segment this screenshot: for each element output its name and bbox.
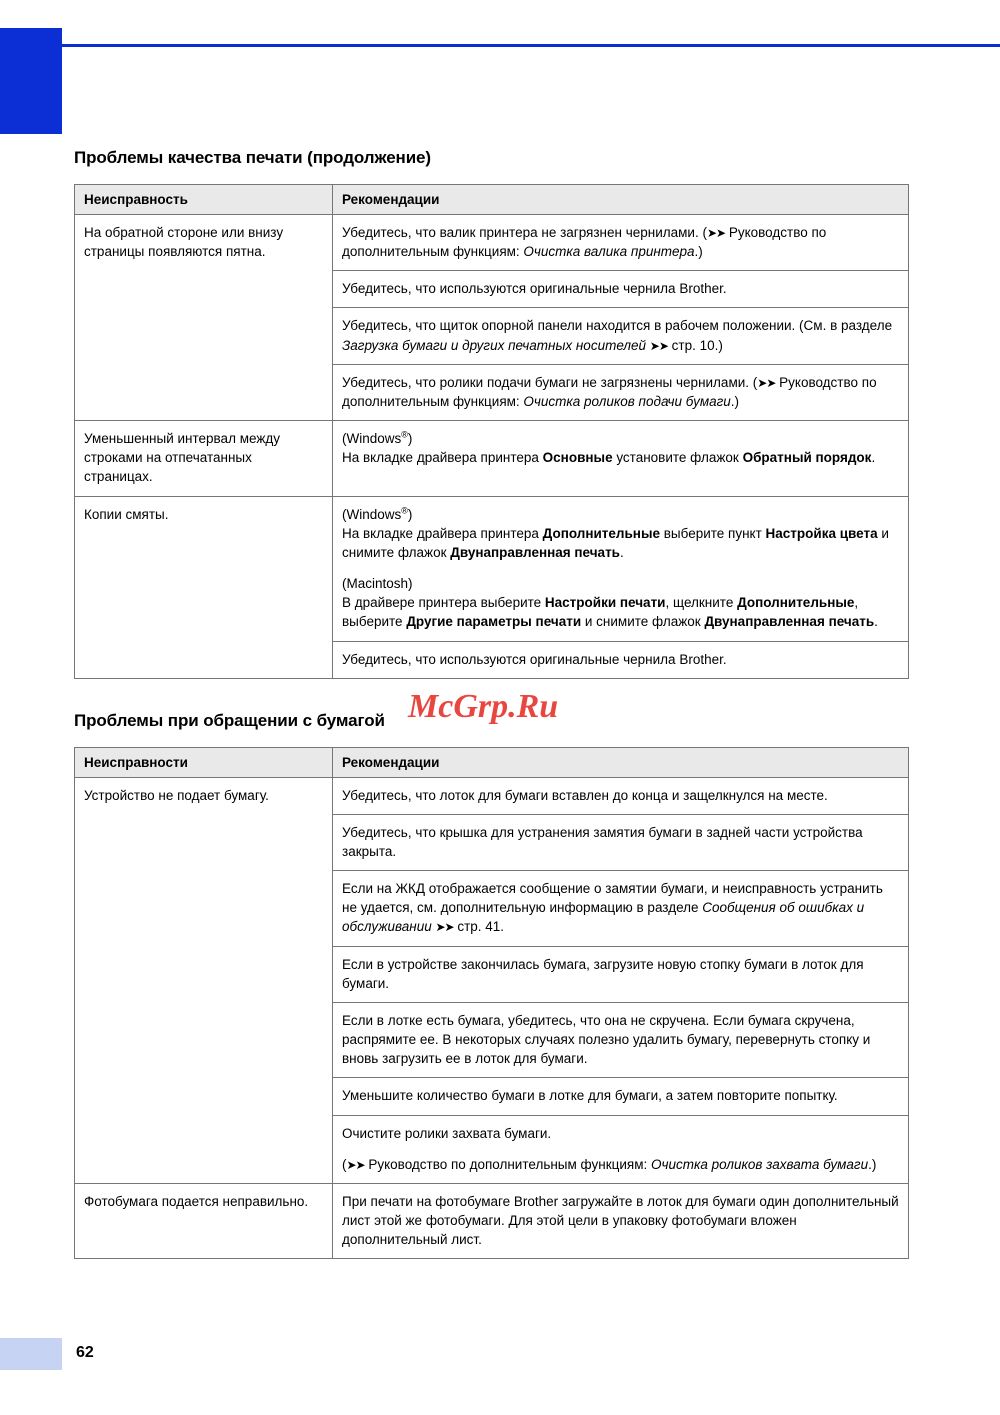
text-run: Убедитесь, что щиток опорной панели находится в рабочем положении. (См. в разделе: [342, 318, 893, 334]
troubleshooting-table: [74, 184, 909, 679]
text-run: Дополнительные: [542, 525, 660, 541]
text-run: Основные: [542, 450, 613, 466]
recommendation-paragraph: [342, 316, 899, 354]
recommendation-paragraph: [342, 223, 899, 261]
text-run: Убедитесь, что лоток для бумаги вставлен до конца и защелкнулся на месте.: [342, 787, 828, 803]
text-run: Обратный порядок: [742, 450, 872, 466]
issue-cell: На обратной стороне или внизу страницы появляются пятна.: [75, 215, 333, 421]
recommendation-paragraph: [342, 1011, 899, 1068]
table-header-row: [75, 185, 909, 215]
table-row: [75, 496, 909, 641]
text-run: выберите пункт: [659, 525, 766, 541]
text-run: (Windows: [342, 506, 402, 522]
text-run: Двунаправленная печать: [450, 544, 620, 560]
text-run: Убедитесь, что используются оригинальные чернила Brother.: [342, 651, 727, 667]
text-run: Очистка валика принтера: [523, 244, 695, 260]
text-run: Убедитесь, что ролики подачи бумаги не загрязнены чернилами. (: [342, 374, 758, 390]
table-header-row: [75, 747, 909, 777]
recommendation-paragraph: [342, 429, 899, 467]
header-rule: [62, 44, 1000, 47]
issue-cell: Фотобумага подается неправильно.: [75, 1183, 333, 1258]
table-row: [75, 215, 909, 271]
text-run: .: [619, 544, 624, 560]
recommendation-paragraph: [342, 823, 899, 861]
column-header-issue: Неисправности: [75, 747, 333, 777]
text-run: ➤➤: [649, 338, 668, 353]
recommendation-cell: [333, 777, 909, 814]
recommendation-paragraph: [342, 879, 899, 936]
text-run: Если на ЖКД отображается сообщение о замятии бумаги, и неисправность устранить не удается, см. дополнительную информацию в разделе: [342, 881, 883, 916]
text-run: ): [407, 506, 413, 522]
text-run: Очистка роликов подачи бумаги: [523, 393, 731, 409]
recommendation-cell: [333, 1115, 909, 1183]
text-run: Двунаправленная печать: [704, 614, 875, 630]
table-row: [75, 421, 909, 496]
text-run: (Macintosh): [342, 576, 413, 592]
text-run: ➤➤: [435, 920, 454, 935]
text-run: Очистите ролики захвата бумаги.: [342, 1125, 552, 1141]
recommendation-paragraph: [342, 279, 899, 298]
recommendation-paragraph: [342, 1155, 899, 1174]
text-run: Убедитесь, что валик принтера не загрязнен чернилами. (: [342, 225, 707, 240]
recommendation-paragraph: [342, 574, 899, 631]
text-run: ➤➤: [706, 226, 726, 240]
recommendation-paragraph: [342, 373, 899, 411]
text-run: Другие параметры печати: [406, 614, 582, 630]
text-run: и снимите флажок: [581, 614, 705, 630]
recommendation-cell: [333, 814, 909, 870]
text-run: (Windows: [342, 431, 402, 447]
recommendation-cell: [333, 271, 909, 308]
recommendation-paragraph: [342, 1086, 899, 1105]
text-run: .: [871, 450, 876, 466]
text-run: Убедитесь, что используются оригинальные чернила Brother.: [342, 281, 727, 297]
table-row: [75, 1183, 909, 1258]
column-header-recommendations: Рекомендации: [333, 185, 909, 215]
text-run: Руководство по дополнительным функциям:: [342, 225, 827, 260]
recommendation-cell: [333, 364, 909, 420]
recommendation-paragraph: [342, 786, 899, 805]
text-run: .): [730, 393, 740, 409]
recommendation-cell: [333, 946, 909, 1002]
text-run: (: [342, 1156, 347, 1172]
watermark: McGrp.Ru: [408, 688, 559, 725]
text-run: Настройки печати: [544, 595, 666, 611]
text-run: установите флажок: [612, 450, 743, 466]
text-run: .): [868, 1156, 877, 1172]
sections-container: [74, 148, 908, 1259]
text-run: Руководство по дополнительным функциям:: [342, 374, 877, 409]
text-run: В драйвере принтера выберите: [342, 595, 545, 611]
text-run: Если в устройстве закончилась бумага, загрузите новую стопку бумаги в лоток для бумаги.: [342, 956, 864, 991]
text-run: .: [874, 614, 878, 630]
text-run: ): [407, 431, 413, 447]
text-run: Сообщения об ошибках и обслуживании: [342, 900, 865, 935]
recommendation-cell: [333, 1183, 909, 1258]
text-run: Если в лотке есть бумага, убедитесь, что она не скручена. Если бумага скручена, распрямите ее. В некоторых случаях полезно удалить бумагу, перевернуть стопку и вновь загрузить ее в лоток для бумаги.: [342, 1012, 871, 1067]
recommendation-cell: [333, 496, 909, 641]
text-run: Очистка роликов захвата бумаги: [650, 1156, 869, 1172]
text-run: ➤➤: [757, 375, 776, 390]
issue-cell: Уменьшенный интервал между строками на отпечатанных страницах.: [75, 421, 333, 496]
text-run: стр. 10.): [667, 337, 723, 353]
section-title: Проблемы качества печати (продолжение): [74, 148, 431, 167]
troubleshooting-table: [74, 747, 909, 1260]
text-run: .): [694, 244, 703, 260]
text-run: стр. 41.: [453, 919, 505, 935]
column-header-issue: Неисправность: [75, 185, 333, 215]
recommendation-cell: [333, 871, 909, 946]
text-run: На вкладке драйвера принтера: [342, 450, 543, 466]
text-run: Руководство по дополнительным функциям:: [364, 1156, 651, 1172]
column-header-recommendations: Рекомендации: [333, 747, 909, 777]
section-title: Проблемы при обращении с бумагой: [74, 710, 385, 730]
text-run: ➤➤: [346, 1157, 365, 1172]
recommendation-paragraph: [342, 650, 899, 669]
recommendation-paragraph: [342, 505, 899, 562]
text-run: ®: [401, 505, 408, 516]
recommendation-paragraph: [342, 1192, 899, 1249]
text-run: Уменьшите количество бумаги в лотке для бумаги, а затем повторите попытку.: [342, 1088, 838, 1104]
recommendation-cell: [333, 215, 909, 271]
recommendation-cell: [333, 1078, 909, 1115]
issue-cell: Копии смяты.: [75, 496, 333, 678]
page-content: [74, 148, 908, 1259]
text-run: Убедитесь, что крышка для устранения замятия бумаги в задней части устройства закрыта.: [342, 824, 863, 859]
page-number: 62: [76, 1344, 94, 1361]
recommendation-cell: [333, 308, 909, 364]
text-run: Настройка цвета: [765, 525, 878, 541]
recommendation-cell: [333, 1002, 909, 1077]
text-run: Загрузка бумаги и других печатных носителей: [342, 337, 647, 353]
text-run: При печати на фотобумаге Brother загружайте в лоток для бумаги один дополнительный лист этой же фотобумаги. Для этой цели в упаковку фотобумаги вложен дополнительный лист.: [342, 1193, 899, 1248]
issue-cell: Устройство не подает бумагу.: [75, 777, 333, 1183]
text-run: , выберите: [342, 595, 859, 630]
text-run: Дополнительные: [737, 595, 855, 611]
text-run: и снимите флажок: [342, 525, 889, 560]
recommendation-paragraph: [342, 955, 899, 993]
footer-accent-block: [0, 1338, 62, 1370]
text-run: ®: [401, 429, 408, 440]
header-accent-block: [0, 28, 62, 134]
text-run: На вкладке драйвера принтера: [342, 525, 543, 541]
table-row: [75, 777, 909, 814]
recommendation-paragraph: [342, 1124, 899, 1143]
text-run: , щелкните: [665, 595, 738, 611]
recommendation-cell: [333, 421, 909, 496]
recommendation-cell: [333, 641, 909, 678]
